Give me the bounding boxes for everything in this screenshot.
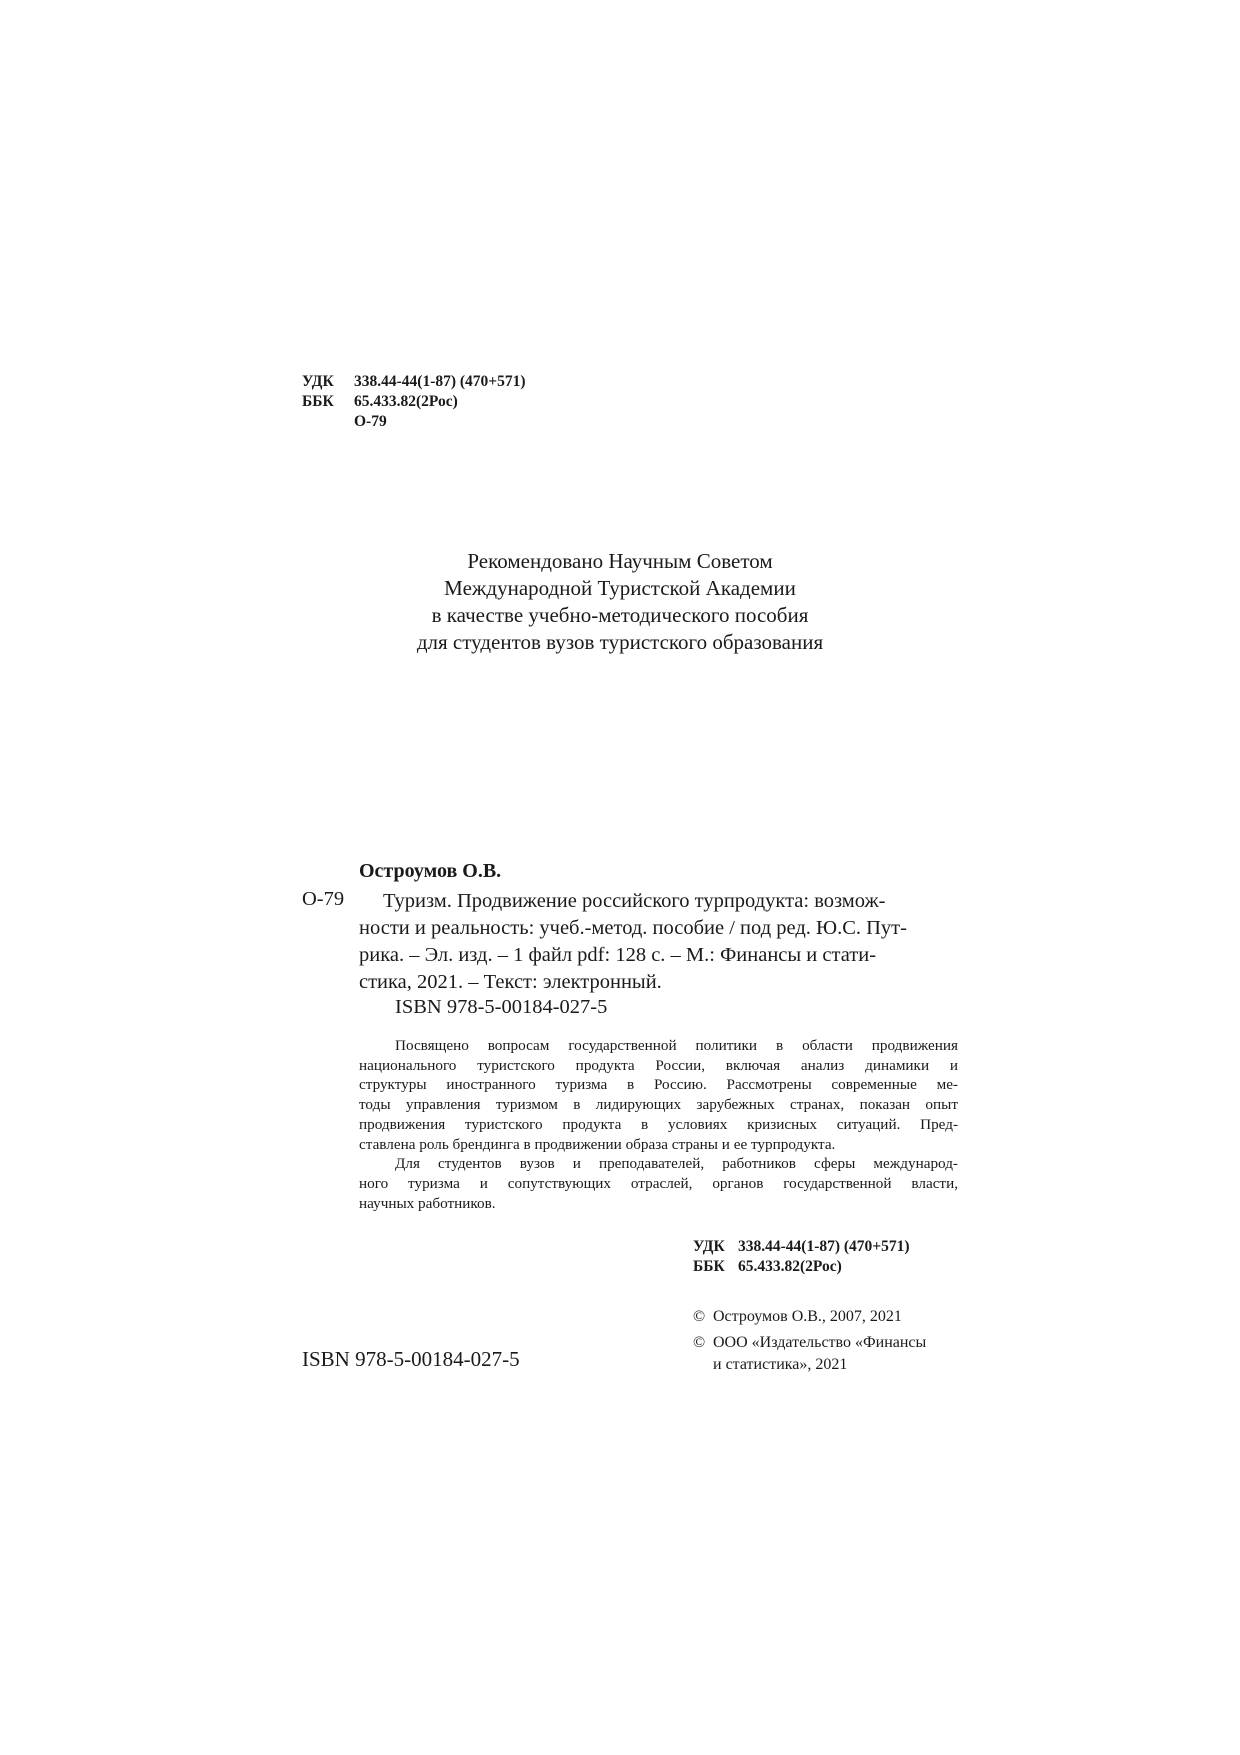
copyright-publisher-cont: и статистика», 2021 (713, 1356, 848, 1373)
annotation-line: продвижения туристского продукта в условиях кризисных ситуаций. Пред- (359, 1115, 958, 1133)
copyright-icon: © (693, 1334, 706, 1351)
copyright-block (693, 1306, 926, 1376)
bottom-classification-block (693, 1237, 910, 1277)
udk-line (693, 1237, 910, 1257)
author-name: Остроумов О.В. (359, 860, 502, 882)
bbk-label: ББК (693, 1258, 725, 1275)
description-line: стика, 2021. – Текст: электронный. (359, 971, 662, 993)
annotation-line: Посвящено вопросам государственной политики в области продвижения (395, 1037, 958, 1054)
bibliographic-description (359, 888, 958, 996)
annotation-line: научных работников. (359, 1194, 496, 1212)
recommendation-line: в качестве учебно-методического пособия (431, 603, 809, 627)
recommendation-line: для студентов вузов туристского образования (416, 630, 824, 654)
bbk-value: 65.433.82(2Рос) (738, 1258, 842, 1275)
bbk-line (302, 392, 526, 412)
top-classification-block (302, 372, 526, 432)
annotation-line: структуры иностранного туризма в Россию. Рассмотрены современные ме- (359, 1076, 958, 1094)
annotation-line: национального туристского продукта России, включая анализ динамики и (359, 1056, 958, 1074)
copyright-line (693, 1306, 926, 1328)
author-mark: О-79 (354, 413, 387, 430)
copyright-icon: © (693, 1308, 706, 1325)
annotation-line: тоды управления туризмом в лидирующих зарубежных странах, показан опыт (359, 1096, 958, 1114)
catalog-mark: О-79 (302, 888, 345, 910)
description-line: рика. – Эл. изд. – 1 файл pdf: 128 с. – М.: Финансы и стати- (359, 944, 877, 966)
annotation (359, 1036, 958, 1213)
bbk-value: 65.433.82(2Рос) (354, 393, 458, 410)
isbn-bottom: ISBN 978-5-00184-027-5 (302, 1347, 520, 1371)
udk-label: УДК (302, 373, 334, 390)
udk-value: 338.44-44(1-87) (470+571) (738, 1238, 910, 1255)
description-line: Туризм. Продвижение российского турпродукта: возмож- (383, 890, 886, 912)
annotation-line: ставлена роль брендинга в продвижении образа страны и ее турпродукта. (359, 1135, 836, 1153)
copyright-author: Остроумов О.В., 2007, 2021 (713, 1308, 902, 1325)
description-line: ности и реальность: учеб.-метод. пособие / под ред. Ю.С. Пут- (359, 917, 907, 939)
udk-label: УДК (693, 1238, 725, 1255)
udk-value: 338.44-44(1-87) (470+571) (354, 373, 526, 390)
copyright-line (693, 1332, 926, 1354)
recommendation-line: Международной Туристской Академии (444, 576, 796, 600)
isbn-text: ISBN 978-5-00184-027-5 (395, 996, 608, 1018)
recommendation-line: Рекомендовано Научным Советом (467, 549, 773, 573)
copyright-publisher: ООО «Издательство «Финансы (713, 1334, 927, 1351)
bbk-label: ББК (302, 393, 334, 410)
bbk-line (693, 1257, 910, 1277)
annotation-line: ного туризма и сопутствующих отраслей, органов государственной власти, (359, 1174, 958, 1192)
recommendation-block (300, 548, 940, 656)
udk-line (302, 372, 526, 392)
annotation-line: Для студентов вузов и преподавателей, работников сферы международ- (395, 1155, 958, 1173)
